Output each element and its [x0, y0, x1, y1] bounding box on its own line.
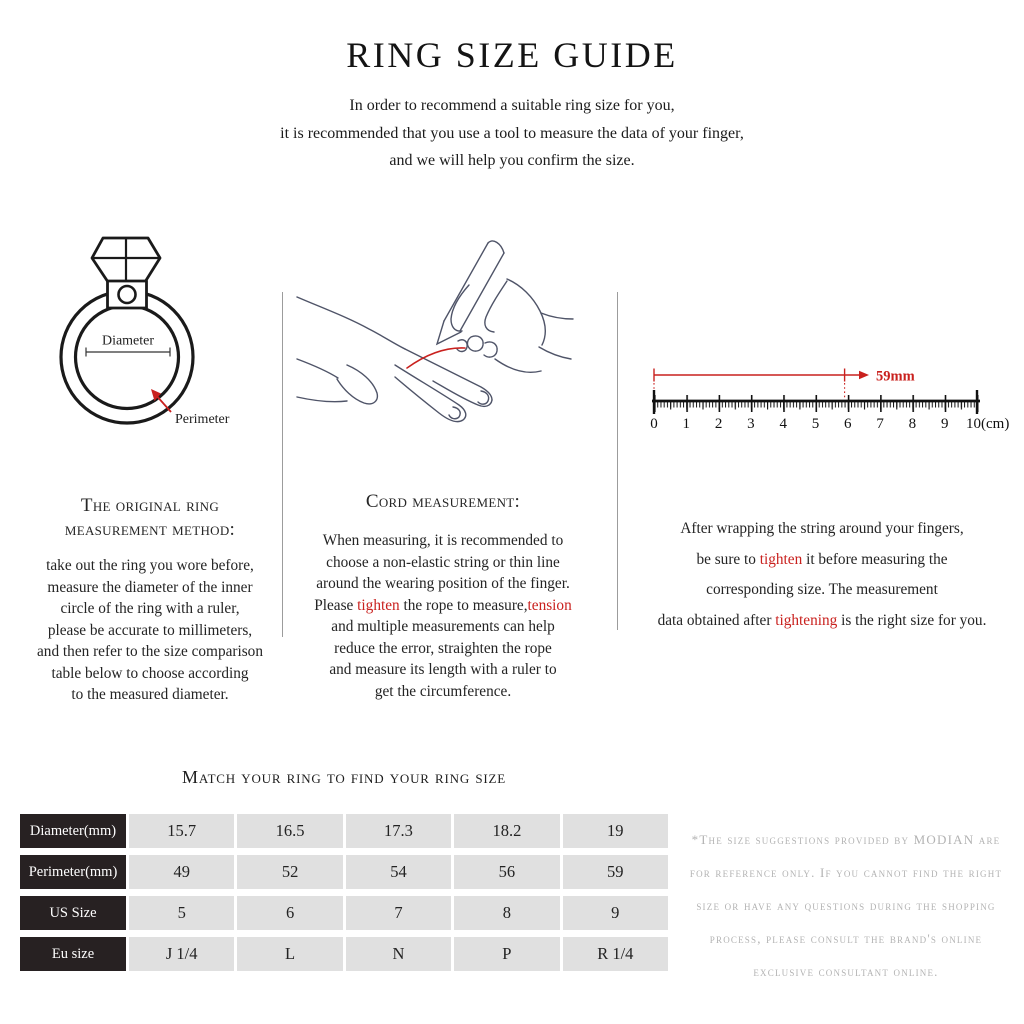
row-header-eu-size: Eu size — [20, 937, 126, 971]
diameter-arrow-icon — [86, 348, 170, 357]
intro-line: In order to recommend a suitable ring size for you, — [349, 97, 675, 114]
svg-text:9: 9 — [940, 416, 949, 432]
page-title: RING SIZE GUIDE — [346, 35, 678, 75]
section-wrap-tip: After wrapping the string around your fingers, be sure to tighten it before measuring the corresponding size. The measurement data obtained after tightening is the right size for you. — [657, 520, 987, 629]
table-cell: L — [237, 937, 342, 971]
column-divider — [282, 292, 283, 637]
ring-outer-circle — [61, 291, 193, 423]
table-cell: 5 — [129, 896, 234, 930]
table-cell: 19 — [563, 814, 668, 848]
section-original-method — [22, 494, 278, 706]
marker-length-label: 59mm — [876, 368, 915, 385]
svg-text:0: 0 — [650, 416, 658, 432]
svg-text:6: 6 — [844, 416, 852, 432]
svg-text:2: 2 — [714, 416, 723, 432]
section-heading: Cord measurement: — [365, 491, 521, 512]
table-cell: 16.5 — [237, 814, 342, 848]
intro-line: it is recommended that you use a tool to measure the data of your finger, — [280, 124, 744, 142]
column-divider — [617, 292, 618, 630]
row-header-diameter: Diameter(mm) — [20, 814, 126, 848]
table-cell: 18.2 — [454, 814, 559, 848]
diamond-ring-diagram — [40, 225, 240, 440]
section-cord-measurement — [296, 490, 590, 702]
row-header-us-size: US Size — [20, 896, 126, 930]
table-cell: N — [346, 937, 451, 971]
table-cell: 9 — [563, 896, 668, 930]
table-cell: R 1/4 — [563, 937, 668, 971]
svg-text:3: 3 — [747, 416, 755, 432]
hand-marking-finger-sketch — [295, 237, 575, 442]
table-cell: 6 — [237, 896, 342, 930]
table-cell: 8 — [454, 896, 559, 930]
svg-text:7: 7 — [876, 416, 884, 432]
intro-line: and we will help you confirm the size. — [389, 152, 635, 169]
ruler-scale — [652, 390, 980, 414]
ruler-numbers — [650, 416, 1009, 432]
ruler-marker — [654, 369, 915, 400]
svg-text:5: 5 — [811, 416, 820, 432]
table-cell: 49 — [129, 855, 234, 889]
svg-text:4: 4 — [779, 416, 787, 432]
svg-text:1: 1 — [682, 416, 691, 432]
table-cell: 7 — [346, 896, 451, 930]
row-header-perimeter: Perimeter(mm) — [20, 855, 126, 889]
table-cell: 59 — [563, 855, 668, 889]
section-heading: The original ring measurement method: — [64, 495, 236, 540]
table-cell: P — [454, 937, 559, 971]
table-cell: 17.3 — [346, 814, 451, 848]
disclaimer-note: *The size suggestions provided by MODIAN are for reference only. If you cannot find the right size or have any questions during the shopping process, please consult the brand's online exclusive consultant online. — [689, 832, 1003, 979]
section-body: take out the ring you wore before, measure the diameter of the inner circle of the ring with a ruler, please be accurate to millimeters, and then refer to the size comparison table below to choose according to the measured diameter. — [37, 557, 263, 703]
match-heading: Match your ring to find your ring size — [182, 767, 506, 787]
ring-inner-circle — [76, 306, 179, 409]
highlight-tension: tension — [527, 596, 572, 614]
intro-text — [0, 92, 1024, 175]
highlight-tighten: tighten — [357, 596, 400, 614]
table-cell: 56 — [454, 855, 559, 889]
svg-text:10(cm): 10(cm) — [966, 416, 1010, 432]
svg-text:8: 8 — [908, 416, 917, 432]
table-cell: 54 — [346, 855, 451, 889]
highlight-tighten: tighten — [759, 550, 803, 568]
table-cell: 15.7 — [129, 814, 234, 848]
pen-icon — [444, 243, 488, 321]
size-table — [20, 814, 668, 971]
section-body: When measuring, it is recommended to choose a non-elastic string or thin line around the wearing position of the finger. Please tighten the rope to measure,tension and multiple measurements can help reduce the error, straighten the rope and measure its length with a ruler to get the circumference. — [314, 532, 572, 700]
diameter-label: Diameter — [101, 333, 155, 349]
highlight-tightening: tightening — [775, 611, 838, 629]
table-cell: 52 — [237, 855, 342, 889]
perimeter-label: Perimeter — [175, 412, 230, 427]
table-cell: J 1/4 — [129, 937, 234, 971]
ruler-measurement — [644, 356, 1022, 436]
